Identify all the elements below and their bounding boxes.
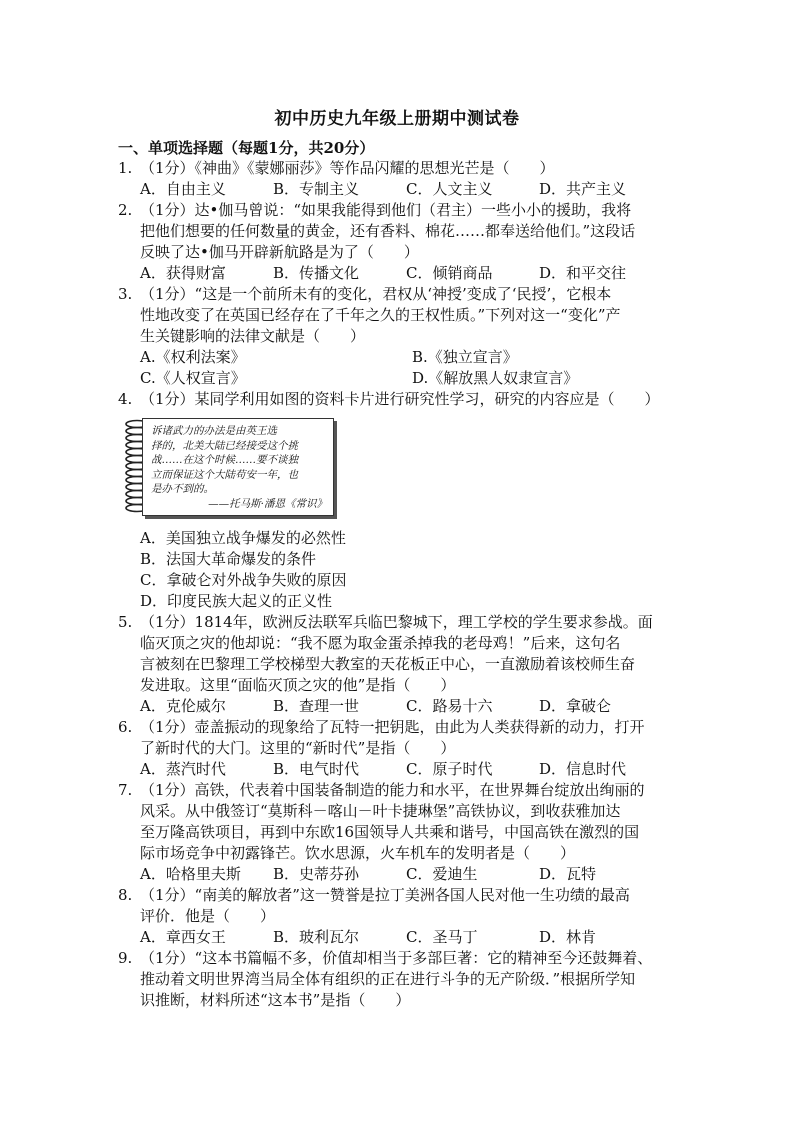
options	[118, 927, 688, 948]
option-c[interactable]: C．路易十六	[406, 697, 493, 715]
question-text: 了新时代的大门。这里的“新时代”是指（ ）	[140, 739, 456, 757]
options	[118, 347, 688, 389]
question-3	[118, 284, 688, 389]
option-c[interactable]: C．拿破仑对外战争失败的原因	[140, 571, 347, 589]
question-text: （1分）某同学利用如图的资料卡片进行研究性学习，研究的内容应是（ ）	[140, 390, 660, 408]
question-text: 风采。从中俄签订“莫斯科－喀山－叶卡捷琳堡”高铁协议，到收获雅加达	[140, 802, 621, 820]
question-6	[118, 717, 688, 780]
option-d[interactable]: D．共产主义	[539, 180, 627, 198]
option-b[interactable]: B．查理一世	[273, 697, 360, 715]
options	[118, 263, 688, 284]
source-card	[120, 414, 336, 522]
question-text: 临灭顶之灾的他却说：“我不愿为取金蛋杀掉我的老母鸡！”后来，这句名	[140, 634, 621, 652]
question-text: （1分）“这本书篇幅不多，价值却相当于多部巨著：它的精神至今还鼓舞着、	[140, 949, 653, 967]
question-8	[118, 885, 688, 948]
option-b[interactable]: B．传播文化	[273, 264, 360, 282]
page-title: 初中历史九年级上册期中测试卷	[274, 109, 520, 129]
option-d[interactable]: D．和平交往	[539, 264, 627, 282]
question-text: 性地改变了在英国已经存在了千年之久的王权性质。”下列对这一“变化”产	[140, 306, 621, 324]
option-b[interactable]: B．玻利瓦尔	[273, 928, 360, 946]
card-body	[142, 418, 334, 516]
options	[118, 696, 688, 717]
option-c[interactable]: C．人文主义	[406, 180, 493, 198]
question-1	[118, 158, 688, 200]
question-text: （1分）“南美的解放者”这一赞誉是拉丁美洲各国人民对他一生功绩的最高	[140, 886, 630, 904]
question-9	[118, 948, 688, 1011]
question-text: （1分）《神曲》《蒙娜丽莎》等作品闪耀的思想光芒是（ ）	[140, 159, 555, 177]
option-a[interactable]: A．克伦威尔	[140, 697, 226, 715]
question-2	[118, 200, 688, 284]
question-text: 言被刻在巴黎理工学校梯型大教室的天花板正中心，一直激励着该校师生奋	[140, 655, 636, 673]
quote-line: 战……在这个时候……要不谈独	[151, 454, 298, 466]
question-text: 推动着文明世界湾当局全体有组织的正在进行斗争的无产阶级．”根据所学知	[140, 970, 636, 988]
quote-line: 立而保证这个大陆苟安一年，也	[151, 468, 298, 481]
question-text: 反映了达•伽马开辟新航路是为了（ ）	[140, 243, 419, 261]
option-c[interactable]: C．圣马丁	[406, 928, 478, 946]
question-number: 7.	[118, 781, 133, 799]
question-text: 至万隆高铁项目，再到中东欧16国领导人共乘和谐号，中国高铁在激烈的国	[140, 823, 640, 841]
quote-line: 诉诸武力的办法是由英王选	[151, 425, 277, 437]
option-d[interactable]: D．信息时代	[539, 760, 627, 778]
question-text: （1分）达•伽马曾说：“如果我能得到他们（君主）一些小小的援助，我将	[140, 201, 632, 219]
option-b[interactable]: B．专制主义	[273, 180, 360, 198]
option-c[interactable]: C．原子时代	[406, 760, 493, 778]
section-heading: 一、单项选择题（每题1分，共20分）	[118, 139, 375, 157]
question-text: 际市场竞争中初露锋芒。饮水思源，火车机车的发明者是（ ）	[140, 844, 576, 862]
option-b[interactable]: B．史蒂芬孙	[273, 865, 360, 883]
option-a[interactable]: A.《权利法案》	[140, 348, 246, 366]
question-number: 2.	[118, 201, 133, 219]
question-number: 5.	[118, 613, 133, 631]
question-number: 8.	[118, 886, 133, 904]
option-c[interactable]: C．倾销商品	[406, 264, 493, 282]
option-b[interactable]: B.《独立宣言》	[412, 348, 518, 366]
question-list	[118, 158, 688, 1011]
question-text: 评价．他是（ ）	[140, 907, 276, 925]
question-text: （1分）壶盖振动的现象给了瓦特一把钥匙，由此为人类获得新的动力，打开	[140, 718, 645, 736]
question-number: 6.	[118, 718, 133, 736]
option-b[interactable]: B．法国大革命爆发的条件	[140, 550, 317, 568]
question-4	[118, 389, 688, 612]
option-d[interactable]: D．拿破仑	[539, 697, 612, 715]
option-b[interactable]: B．电气时代	[273, 760, 360, 778]
question-text: 生关键影响的法律文献是（ ）	[140, 327, 366, 345]
question-text: （1分）高铁，代表着中国装备制造的能力和水平，在世界舞台绽放出绚丽的	[140, 781, 645, 799]
question-5	[118, 612, 688, 717]
option-a[interactable]: A．蒸汽时代	[140, 760, 226, 778]
option-a[interactable]: A．美国独立战争爆发的必然性	[140, 529, 346, 547]
options	[118, 179, 688, 200]
option-a[interactable]: A．自由主义	[140, 180, 226, 198]
question-number: 4.	[118, 390, 133, 408]
question-text: （1分）“这是一个前所未有的变化，君权从‘神授’变成了‘民授’，它根本	[140, 285, 612, 303]
question-number: 1.	[118, 159, 133, 177]
option-d[interactable]: D．印度民族大起义的正义性	[140, 592, 333, 610]
options	[118, 759, 688, 780]
options	[118, 864, 688, 885]
question-text: 识推断，材料所述“这本书”是指（ ）	[140, 991, 411, 1009]
option-a[interactable]: A．获得财富	[140, 264, 226, 282]
quote-line: 择的，北美大陆已经接受这个挑	[151, 439, 298, 452]
options	[118, 528, 688, 612]
question-text: （1分）1814年，欧洲反法联军兵临巴黎城下，理工学校的学生要求参战。面	[140, 613, 653, 631]
option-c[interactable]: C．爱迪生	[406, 865, 478, 883]
question-number: 9.	[118, 949, 133, 967]
quote-line: 是办不到的。	[151, 483, 214, 495]
option-d[interactable]: D．林肯	[539, 928, 597, 946]
option-a[interactable]: A．哈格里夫斯	[140, 865, 241, 883]
option-d[interactable]: D．瓦特	[539, 865, 597, 883]
option-c[interactable]: C.《人权宣言》	[140, 369, 246, 387]
question-7	[118, 780, 688, 885]
quote-author: ——托马斯·潘恩《常识》	[208, 497, 327, 510]
option-a[interactable]: A．章西女王	[140, 928, 226, 946]
question-text: 把他们想要的任何数量的黄金，还有香料、棉花……都奉送给他们。”这段话	[140, 222, 636, 240]
option-d[interactable]: D.《解放黑人奴隶宣言》	[412, 369, 579, 387]
question-number: 3.	[118, 285, 133, 303]
question-text: 发进取。这里“面临灭顶之灾的他”是指（ ）	[140, 676, 456, 694]
card-quote	[151, 424, 329, 511]
